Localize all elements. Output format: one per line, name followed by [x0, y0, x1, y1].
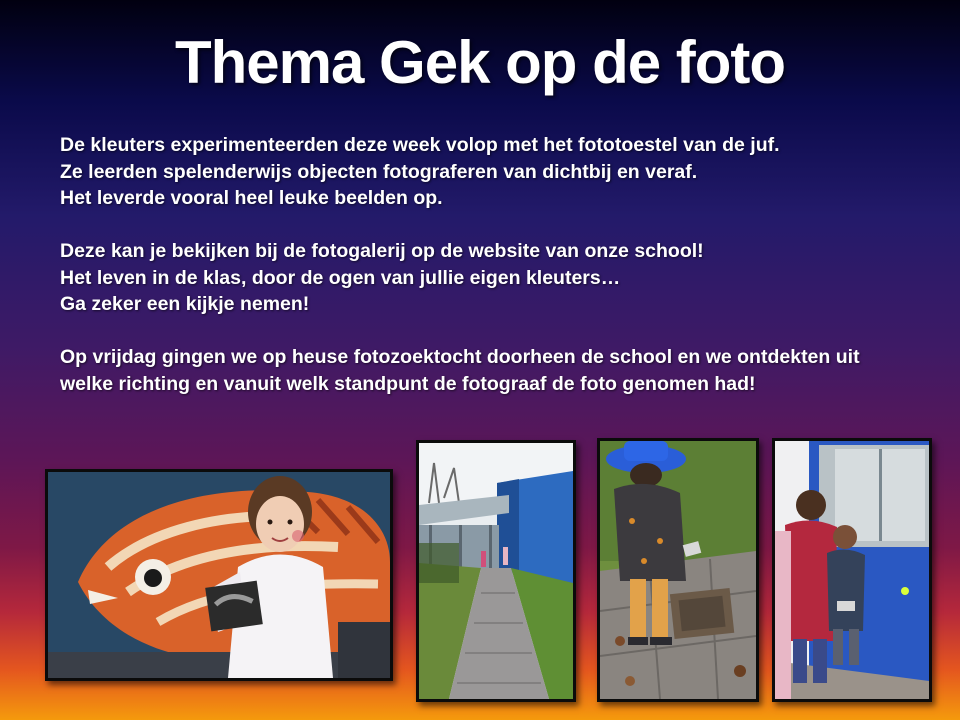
photo-child-blue-hat	[597, 438, 759, 702]
photo-school-path	[416, 440, 576, 702]
text-line: De kleuters experimenteerden deze week volop met het fototoestel van de juf.	[60, 134, 780, 156]
text-line: Het leven in de klas, door de ogen van jullie eigen kleuters…	[60, 266, 621, 289]
paragraph-1	[60, 132, 940, 212]
photo-girl-fish-mural	[45, 469, 393, 681]
text-line: welke richting en vanuit welk standpunt de fotograaf de foto genomen had!	[60, 372, 756, 395]
text-line: Ga zeker een kijkje nemen!	[60, 293, 310, 315]
slide-body-text	[60, 132, 940, 424]
paragraph-3	[60, 344, 940, 397]
slide-title: Thema Gek op de foto	[174, 29, 786, 96]
text-line: Op vrijdag gingen we op heuse fotozoektocht doorheen de school en we ontdekten uit	[60, 346, 860, 368]
text-line: Het leverde vooral heel leuke beelden op.	[60, 187, 443, 209]
text-line: Deze kan je bekijken bij de fotogalerij op de website van onze school!	[60, 240, 704, 262]
text-line: Ze leerden spelenderwijs objecten fotograferen van dichtbij en veraf.	[60, 160, 698, 183]
paragraph-2	[60, 238, 940, 318]
photo-children-window	[772, 438, 932, 702]
